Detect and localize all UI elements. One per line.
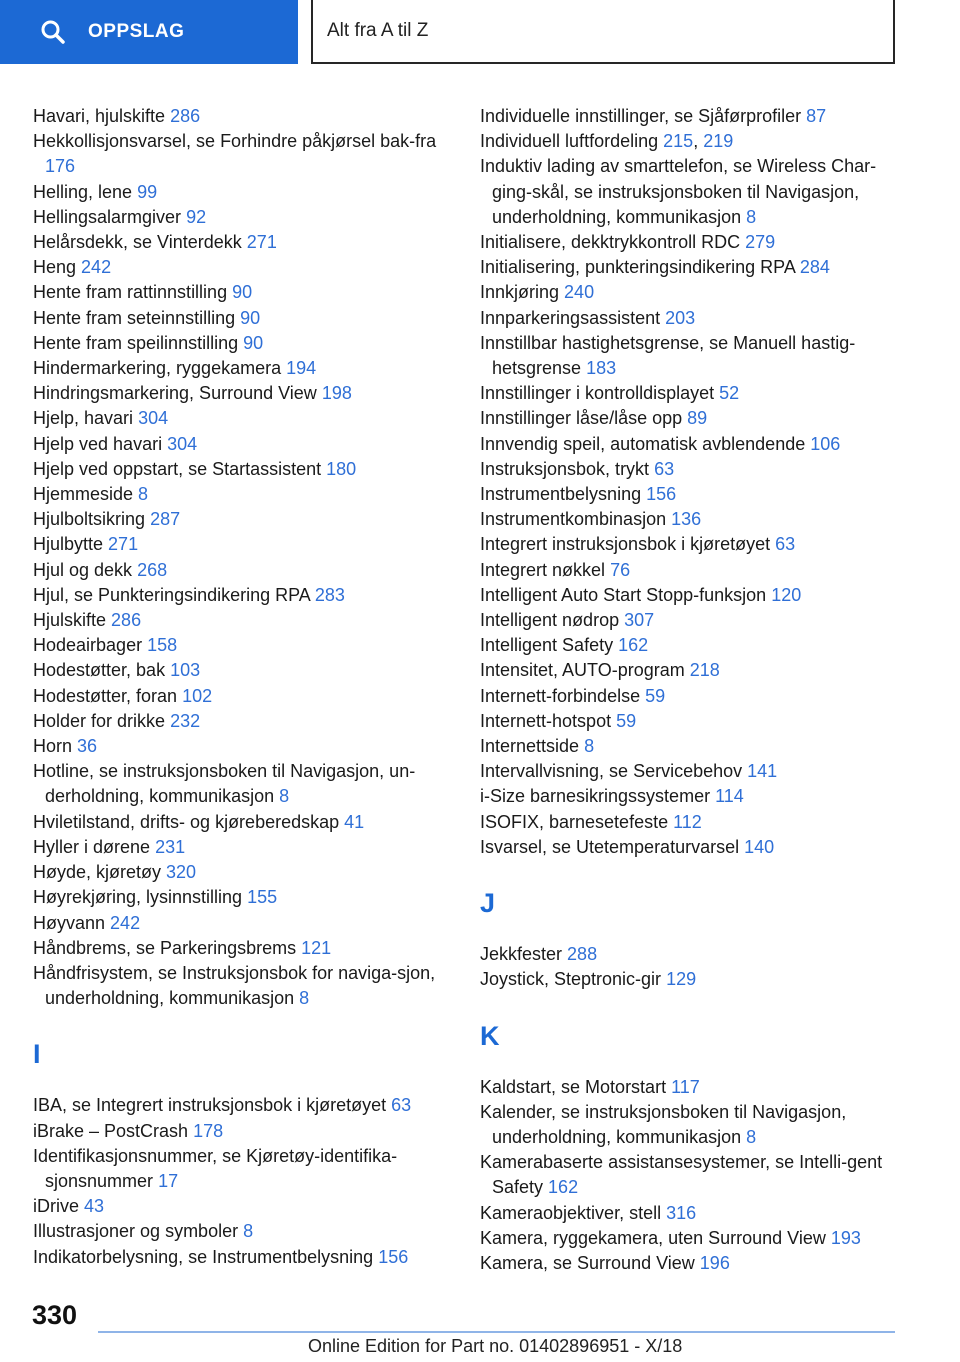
page-reference-link[interactable]: 320 — [166, 862, 197, 883]
index-entry-text: Hjul og dekk — [33, 559, 133, 580]
page-reference-link[interactable]: 242 — [110, 912, 141, 933]
index-entry-text: Kamera, se Surround View — [480, 1252, 695, 1273]
page-reference-link[interactable]: 41 — [344, 811, 365, 832]
index-list-k — [480, 1075, 910, 1277]
index-entry-text: Intervallvisning, se Servicebehov — [480, 761, 743, 782]
index-entry — [33, 280, 453, 305]
index-entry-text: Håndfrisystem, se Instruksjonsbok for naviga-sjon, underholdning, kommunikasjon — [33, 962, 436, 1009]
index-entry-text: Individuell luftfordeling — [480, 131, 659, 152]
index-entry — [33, 936, 453, 961]
index-entry-text: Hellingsalarmgiver — [33, 206, 182, 227]
index-entry-text: Hente fram seteinnstilling — [33, 307, 236, 328]
index-entry — [480, 942, 910, 967]
index-entry-text: Instrumentkombinasjon — [480, 509, 667, 530]
page-reference-link[interactable]: 52 — [719, 383, 740, 404]
page-reference-link[interactable]: 215 — [663, 131, 694, 152]
index-entry — [33, 709, 453, 734]
index-entry — [480, 835, 910, 860]
index-entry-text: Helårsdekk, se Vinterdekk — [33, 232, 242, 253]
page-reference-link[interactable]: 8 — [584, 736, 595, 757]
index-entry — [33, 1219, 453, 1244]
search-tab[interactable] — [0, 0, 298, 64]
index-entry — [33, 1093, 453, 1118]
page-reference-link[interactable]: 114 — [715, 786, 744, 807]
page-reference-link[interactable]: 141 — [747, 761, 778, 782]
page-reference-link[interactable]: 307 — [624, 610, 655, 631]
page-reference-link[interactable]: 89 — [687, 408, 708, 429]
page-reference-link[interactable]: 162 — [548, 1177, 579, 1198]
index-entry-text: Integrert nøkkel — [480, 559, 606, 580]
page-reference-link[interactable]: 268 — [137, 559, 168, 580]
page-reference-link[interactable]: 106 — [810, 433, 841, 454]
page-reference-link[interactable]: 63 — [775, 534, 796, 555]
index-entry-text: Innparkeringsassistent — [480, 307, 661, 328]
index-entry — [480, 280, 910, 305]
index-entry — [480, 154, 910, 230]
index-entry — [480, 230, 910, 255]
index-entry-text: Innstillinger låse/låse opp — [480, 408, 683, 429]
index-entry — [480, 633, 910, 658]
index-entry — [33, 255, 453, 280]
page-reference-link[interactable]: 304 — [138, 408, 169, 429]
index-entry-text: IBA, se Integrert instruksjonsbok i kjøretøyet — [33, 1095, 387, 1116]
page-reference-link[interactable]: 156 — [646, 484, 677, 505]
section-letter-i: I — [33, 1039, 41, 1070]
page-reference-link[interactable]: 8 — [299, 988, 310, 1009]
search-icon — [40, 19, 66, 45]
page-reference-link[interactable]: 8 — [243, 1221, 254, 1242]
index-entry — [33, 507, 453, 532]
index-entry — [480, 1100, 910, 1150]
index-entry-text: Hviletilstand, drifts- og kjøreberedskap — [33, 811, 340, 832]
page-reference-link[interactable]: 240 — [564, 282, 595, 303]
page-reference-link[interactable]: 155 — [247, 887, 278, 908]
index-entry-text: Høyvann — [33, 912, 106, 933]
index-entry-text: Kalender, se instruksjonsboken til Navigasjon, underholdning, kommunikasjon — [480, 1101, 847, 1147]
index-entry-text: Innstillbar hastighetsgrense, se Manuell hastig-hetsgrense — [480, 332, 856, 379]
page-reference-link[interactable]: 286 — [170, 106, 201, 126]
index-entry-text: iBrake – PostCrash — [33, 1120, 189, 1141]
index-entry — [480, 532, 910, 557]
index-entry — [33, 835, 453, 860]
page-reference-link[interactable]: 63 — [391, 1095, 412, 1116]
page-reference-link[interactable]: 136 — [671, 509, 702, 530]
index-entry — [33, 104, 453, 129]
index-entry — [33, 381, 453, 406]
page-reference-link[interactable]: 129 — [666, 969, 697, 990]
page-reference-link[interactable]: 284 — [799, 257, 830, 278]
page-reference-link[interactable]: 8 — [279, 786, 290, 807]
index-entry — [480, 759, 910, 784]
index-entry — [33, 180, 453, 205]
index-entry — [33, 457, 453, 482]
index-entry — [33, 129, 453, 179]
index-entry — [33, 658, 453, 683]
section-title-box — [311, 0, 895, 64]
index-entry — [33, 860, 453, 885]
index-entry — [480, 967, 910, 992]
index-entry — [33, 532, 453, 557]
index-entry-text: Intelligent nødrop — [480, 610, 620, 631]
index-entry — [33, 684, 453, 709]
index-entry — [480, 1075, 910, 1100]
index-entry — [480, 709, 910, 734]
index-entry — [33, 1144, 453, 1194]
index-entry — [480, 684, 910, 709]
page-reference-link[interactable]: 63 — [654, 458, 675, 479]
page-reference-link[interactable]: 8 — [138, 484, 149, 505]
page-reference-link[interactable]: 102 — [182, 685, 213, 706]
index-entry-text: Høyde, kjøretøy — [33, 862, 162, 883]
page-reference-link[interactable]: 180 — [326, 458, 357, 479]
index-column-right — [480, 104, 910, 1276]
index-entry — [33, 306, 453, 331]
top-bar — [0, 0, 960, 66]
index-entry — [480, 306, 910, 331]
page-reference-link[interactable]: 219 — [703, 131, 734, 152]
index-entry-text: Identifikasjonsnummer, se Kjøretøy-identifika-sjonsnummer — [33, 1145, 398, 1191]
index-entry — [480, 658, 910, 683]
index-entry-text: ISOFIX, barnesetefeste — [480, 811, 669, 832]
index-entry — [33, 810, 453, 835]
page-reference-link[interactable]: 231 — [155, 836, 186, 857]
index-entry-text: Initialisering, punkteringsindikering RPA — [480, 257, 795, 278]
index-entry — [480, 583, 910, 608]
index-entry — [33, 406, 453, 431]
page-reference-link[interactable]: 232 — [170, 710, 201, 731]
index-entry-text: Hodestøtter, foran — [33, 685, 178, 706]
index-entry — [33, 331, 453, 356]
page-reference-link[interactable]: 156 — [378, 1246, 409, 1267]
page-reference-link[interactable]: 8 — [746, 1126, 757, 1147]
section-letter-k: K — [480, 1020, 500, 1051]
index-list-j — [480, 942, 910, 992]
index-entry — [480, 457, 910, 482]
index-entry-text: Innstillinger i kontrolldisplayet — [480, 383, 715, 404]
index-entry-text: Hindermarkering, ryggekamera — [33, 358, 282, 379]
index-entry — [33, 230, 453, 255]
index-entry-text: Individuelle innstillinger, se Sjåførprofiler — [480, 106, 802, 126]
index-entry-text: Hjulskifte — [33, 610, 107, 631]
index-entry-text: Hente fram speilinnstilling — [33, 332, 239, 353]
index-entry-text: Havari, hjulskifte — [33, 106, 166, 126]
page-reference-link[interactable]: 287 — [150, 509, 181, 530]
index-entry-text: Initialisere, dekktrykkontroll RDC — [480, 232, 741, 253]
index-entry-text: Instruksjonsbok, trykt — [480, 458, 650, 479]
page-reference-link[interactable]: 76 — [610, 559, 631, 580]
page-reference-link[interactable]: 178 — [193, 1120, 224, 1141]
index-entry-text: Kaldstart, se Motorstart — [480, 1076, 667, 1097]
index-entry — [480, 558, 910, 583]
index-entry-text: Hekkollisjonsvarsel, se Forhindre påkjørsel bak-fra — [33, 131, 437, 152]
page-reference-link[interactable]: 36 — [77, 736, 98, 757]
index-entry-text: Illustrasjoner og symboler — [33, 1221, 239, 1242]
index-entry-text: Hyller i dørene — [33, 836, 151, 857]
page-reference-link[interactable]: 59 — [616, 710, 637, 731]
section-title: Alt fra A til Z — [327, 20, 429, 41]
index-entry-text: Kameraobjektiver, stell — [480, 1202, 662, 1223]
page-reference-link[interactable]: 17 — [158, 1170, 179, 1191]
edition-text: Online Edition for Part no. 01402896951 - X/18 — [308, 1336, 683, 1356]
index-entry — [33, 734, 453, 759]
index-entry-text: iDrive — [33, 1196, 80, 1217]
page-reference-link[interactable]: 193 — [830, 1227, 861, 1248]
index-entry — [480, 784, 910, 809]
page-reference-link[interactable]: 286 — [111, 610, 142, 631]
index-entry — [480, 432, 910, 457]
page-reference-link[interactable]: 90 — [243, 332, 264, 353]
index-entry-text: Hotline, se instruksjonsboken til Navigasjon, un-derholdning, kommunikasjon — [33, 761, 416, 807]
page-reference-link[interactable]: 103 — [170, 660, 201, 681]
index-entry-text: Integrert instruksjonsbok i kjøretøyet — [480, 534, 771, 555]
page-reference-link[interactable]: 183 — [586, 358, 617, 379]
index-entry — [33, 356, 453, 381]
index-entry — [480, 608, 910, 633]
index-entry — [480, 734, 910, 759]
footer-divider — [98, 1331, 895, 1333]
page-reference-link[interactable]: 218 — [689, 660, 720, 681]
search-tab-label: OPPSLAG — [88, 21, 185, 42]
index-entry-text: Hodestøtter, bak — [33, 660, 166, 681]
index-list-h — [33, 104, 453, 1011]
page-reference-link[interactable]: 8 — [746, 206, 757, 227]
page-reference-link[interactable]: 43 — [84, 1196, 105, 1217]
index-entry-text: Hjulbytte — [33, 534, 104, 555]
index-entry-text: Internett-forbindelse — [480, 685, 641, 706]
page-number: 330 — [32, 1300, 78, 1330]
page-reference-link[interactable]: 112 — [673, 811, 702, 832]
page-reference-link[interactable]: 271 — [108, 534, 139, 555]
index-entry — [33, 205, 453, 230]
index-entry — [33, 608, 453, 633]
index-entry-text: Indikatorbelysning, se Instrumentbelysning — [33, 1246, 374, 1267]
index-list-i-continued — [480, 104, 910, 860]
index-entry — [480, 104, 910, 129]
index-entry — [480, 810, 910, 835]
index-entry-text: Innkjøring — [480, 282, 560, 303]
index-entry — [480, 1251, 910, 1276]
index-entry — [480, 255, 910, 280]
page-reference-link[interactable]: 176 — [45, 156, 76, 177]
index-entry — [33, 432, 453, 457]
index-entry-text: Joystick, Steptronic-gir — [480, 969, 662, 990]
index-entry — [480, 482, 910, 507]
index-entry-text: Kamerabaserte assistansesystemer, se Intelli-gent Safety — [480, 1152, 883, 1198]
page-reference-link[interactable]: 92 — [186, 206, 207, 227]
index-entry: Individuell luftfordeling 215, 219 — [480, 131, 734, 152]
page-reference-link[interactable]: 279 — [745, 232, 776, 253]
page-reference-link[interactable]: 59 — [645, 685, 666, 706]
index-entry-text: Hjelp, havari — [33, 408, 134, 429]
index-entry-text: Internett-hotspot — [480, 710, 612, 731]
index-entry — [33, 911, 453, 936]
index-entry-text: Hjul, se Punkteringsindikering RPA — [33, 584, 310, 605]
index-entry-text: Kamera, ryggekamera, uten Surround View — [480, 1227, 826, 1248]
index-entry-text: Horn — [33, 736, 73, 757]
index-column-left — [33, 104, 453, 1270]
index-entry-text: Isvarsel, se Utetemperaturvarsel — [480, 836, 740, 857]
index-entry-text: Hente fram rattinnstilling — [33, 282, 228, 303]
index-entry — [480, 507, 910, 532]
index-entry-text: Hjelp ved oppstart, se Startassistent — [33, 458, 322, 479]
page-reference-link[interactable]: 117 — [671, 1076, 700, 1097]
index-entry-text: Internettside — [480, 736, 580, 757]
page-reference-link[interactable]: 158 — [147, 635, 178, 656]
index-entry — [33, 633, 453, 658]
index-entry — [480, 1150, 910, 1200]
index-entry-text: Jekkfester — [480, 944, 563, 965]
page-reference-link[interactable]: 120 — [771, 584, 802, 605]
page-reference-link[interactable]: 304 — [167, 433, 198, 454]
index-entry-text: Heng — [33, 257, 77, 278]
index-entry — [33, 583, 453, 608]
index-entry-text: Intelligent Auto Start Stopp-funksjon — [480, 584, 767, 605]
page-reference-link[interactable]: 271 — [246, 232, 277, 253]
index-entry — [33, 1194, 453, 1219]
page-reference-link[interactable]: 288 — [567, 944, 598, 965]
index-entry-text: Helling, lene — [33, 181, 133, 202]
page-reference-link[interactable]: 87 — [806, 106, 827, 126]
index-entry-text: Induktiv lading av smarttelefon, se Wireless Char-ging-skål, se instruksjonsboken til Navigasjon, underholdning, kommunikasjon — [480, 156, 877, 227]
index-entry — [480, 331, 910, 381]
index-entry-text: Holder for drikke — [33, 710, 166, 731]
index-entry-text: Håndbrems, se Parkeringsbrems — [33, 937, 297, 958]
index-entry — [480, 381, 910, 406]
index-entry-text: Intelligent Safety — [480, 635, 614, 656]
index-entry-text: Hjelp ved havari — [33, 433, 163, 454]
page-reference-link[interactable]: 316 — [666, 1202, 697, 1223]
index-entry — [33, 1119, 453, 1144]
index-entry-text: Hindringsmarkering, Surround View — [33, 383, 317, 404]
index-entry — [33, 482, 453, 507]
page-reference-link[interactable]: 203 — [665, 307, 696, 328]
index-entry-text: Instrumentbelysning — [480, 484, 642, 505]
index-entry — [480, 1226, 910, 1251]
section-letter-j: J — [480, 888, 496, 919]
index-list-i — [33, 1093, 453, 1269]
page-reference-link[interactable]: 242 — [81, 257, 112, 278]
index-entry-text: Hodeairbager — [33, 635, 143, 656]
index-entry — [33, 759, 453, 809]
index-entry-text: i-Size barnesikringssystemer — [480, 786, 711, 807]
page-reference-link[interactable]: 162 — [618, 635, 649, 656]
page-reference-link[interactable]: 198 — [321, 383, 352, 404]
index-entry — [33, 1245, 453, 1270]
page-reference-link[interactable]: 140 — [744, 836, 775, 857]
index-entry — [480, 1201, 910, 1226]
index-entry-text: Intensitet, AUTO-program — [480, 660, 685, 681]
page-reference-link[interactable]: 196 — [699, 1252, 730, 1273]
page-reference-link[interactable]: 283 — [314, 584, 345, 605]
index-entry-text: Høyrekjøring, lysinnstilling — [33, 887, 243, 908]
page-reference-link[interactable]: 194 — [286, 358, 317, 379]
page-reference-link[interactable]: 90 — [232, 282, 253, 303]
page-reference-link[interactable]: 90 — [240, 307, 261, 328]
index-entry — [33, 961, 453, 1011]
page-reference-link[interactable]: 99 — [137, 181, 158, 202]
index-entry — [480, 406, 910, 431]
index-entry — [33, 885, 453, 910]
index-entry — [33, 558, 453, 583]
index-entry-text: Hjemmeside — [33, 484, 134, 505]
index-entry-text: Hjulboltsikring — [33, 509, 146, 530]
index-entry-text: Innvendig speil, automatisk avblendende — [480, 433, 806, 454]
page-reference-link[interactable]: 121 — [301, 937, 332, 958]
